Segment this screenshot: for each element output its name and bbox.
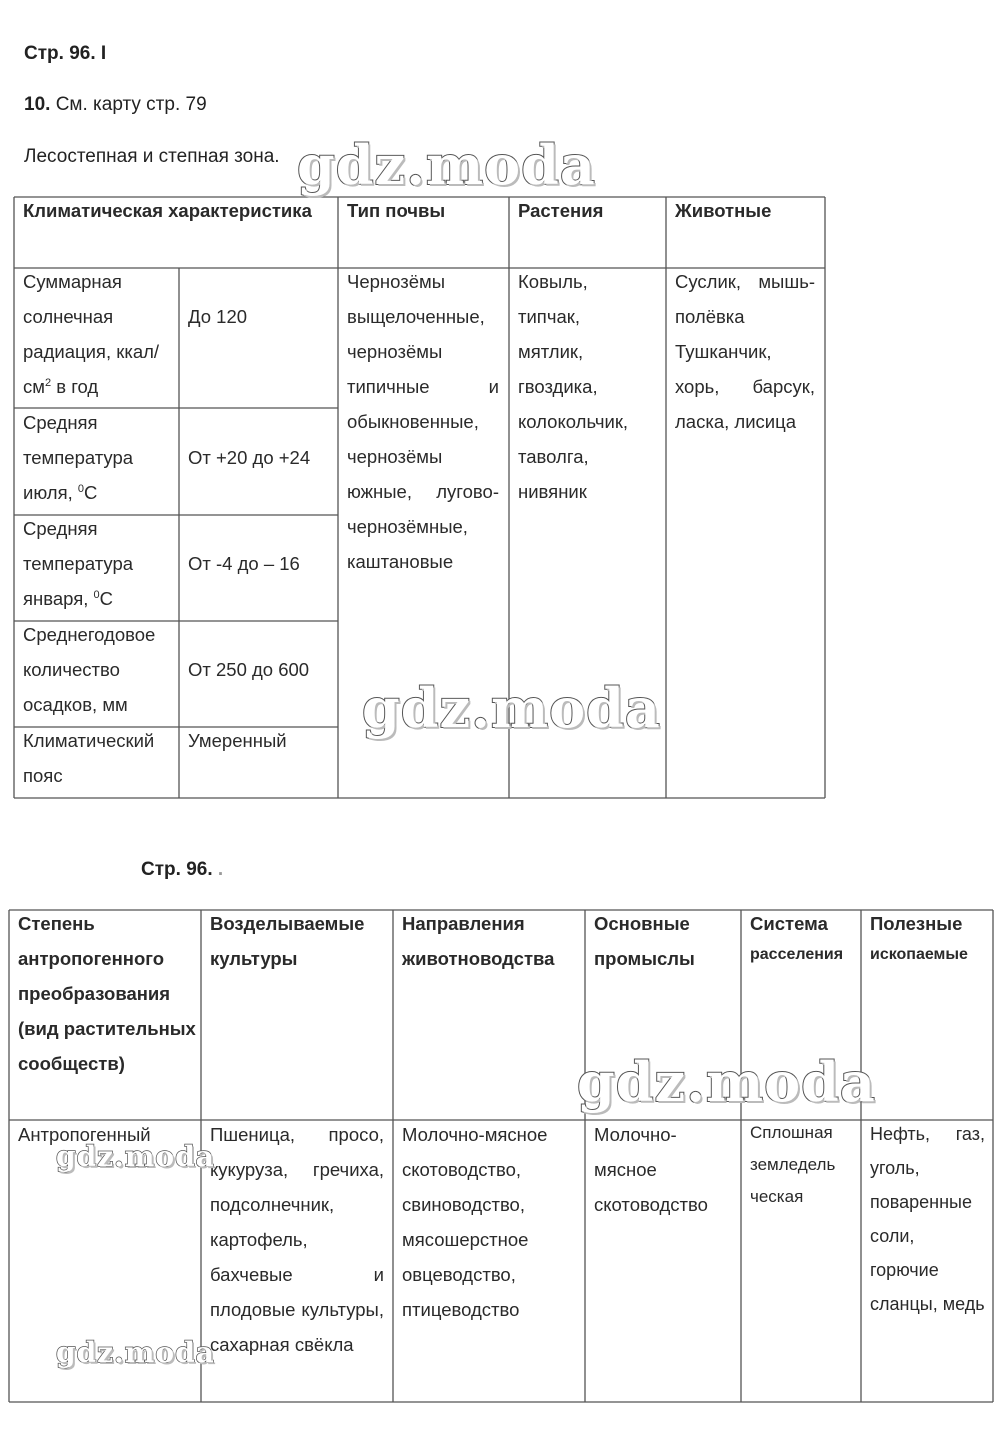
t1-row-label: Средняя температура июля, $^0$С [23, 412, 134, 503]
t1-row-value: От 250 до 600 [188, 659, 310, 680]
t1-header-soil: Тип почвы [347, 200, 446, 221]
zone-title: Лесостепная и степная зона. [24, 146, 280, 167]
t2-trades-cell: Молочно-мясное скотоводство [594, 1124, 708, 1215]
t1-header-climate: Климатическая характеристика [23, 200, 312, 221]
page-heading-1 [24, 36, 106, 71]
watermark: gdz.moda [297, 133, 596, 197]
t2-header-degree: Степень антропогенного преобразования (вид растительных сообществ) [18, 913, 196, 1074]
t2-header-livestock: Направления животноводства [402, 913, 555, 969]
t1-header-animals: Животные [675, 200, 772, 221]
t1-row-label: Суммарная солнечная радиация, ккал/$см^2$ в год [23, 271, 160, 397]
task-line [24, 87, 207, 122]
t2-header-crops: Возделываемые культуры [210, 913, 365, 969]
t2-livestock-cell: Молочно-мясное скотоводство, свиноводство, мясошерстное овцеводство, птицеводство [402, 1124, 548, 1320]
t1-row-label: Средняя температура января, $^0$С [23, 518, 134, 609]
t2-degree-cell: Антропогенный [18, 1124, 151, 1145]
task-text: См. карту стр. 79 [55, 94, 207, 115]
t1-animals-cell: Суслик, мышь-полёвка Тушканчик, хорь, барсук, ласка, лисица [675, 271, 815, 432]
watermark: gdz.moda [56, 1336, 215, 1369]
t2-header-trades: Основные промыслы [594, 913, 695, 969]
t2-settlement-cell: Сплошная земледель ческая [750, 1123, 836, 1206]
t1-row-value: Умеренный [188, 730, 287, 751]
t2-crops-cell: Пшеница, просо, кукуруза, гречиха, подсолнечник, картофель, бахчевые и плодовые культуры, сахарная свёкла [210, 1124, 384, 1355]
watermark: gdz.moda [56, 1140, 215, 1173]
t1-row-value: До 120 [188, 306, 248, 327]
t2-header-minerals: Полезные ископаемые [870, 913, 968, 963]
t1-header-plants: Растения [518, 200, 604, 221]
t2-header-settlement: Система расселения [750, 913, 844, 963]
t1-soil-cell: Чернозёмы выщелоченные, чернозёмы типичные и обыкновенные, чернозёмы южные, лугово-чернозёмные, каштановые [347, 271, 499, 572]
t1-plants-cell: Ковыль, типчак, мятлик, гвоздика, колокольчик, таволга, нивяник [518, 271, 629, 502]
watermark: gdz.moda [577, 1050, 876, 1114]
t2-minerals-cell: Нефть, газ, уголь, поваренные соли, горючие сланцы, медь [870, 1124, 985, 1314]
page-number: Стр. 96. [24, 43, 96, 64]
task-number: 10. [24, 94, 51, 115]
heading-rest: I [100, 43, 107, 64]
watermark: gdz.moda [362, 676, 661, 740]
page-heading-2 [141, 852, 223, 887]
t1-row-label: Климатический пояс [23, 730, 155, 786]
t1-row-value: От -4 до – 16 [188, 553, 300, 574]
t1-row-value: От +20 до +24 [188, 447, 311, 468]
t1-row-label: Среднегодовое количество осадков, мм [23, 624, 156, 715]
page-number: Стр. 96. [141, 859, 213, 880]
heading-rest: . [217, 859, 224, 880]
